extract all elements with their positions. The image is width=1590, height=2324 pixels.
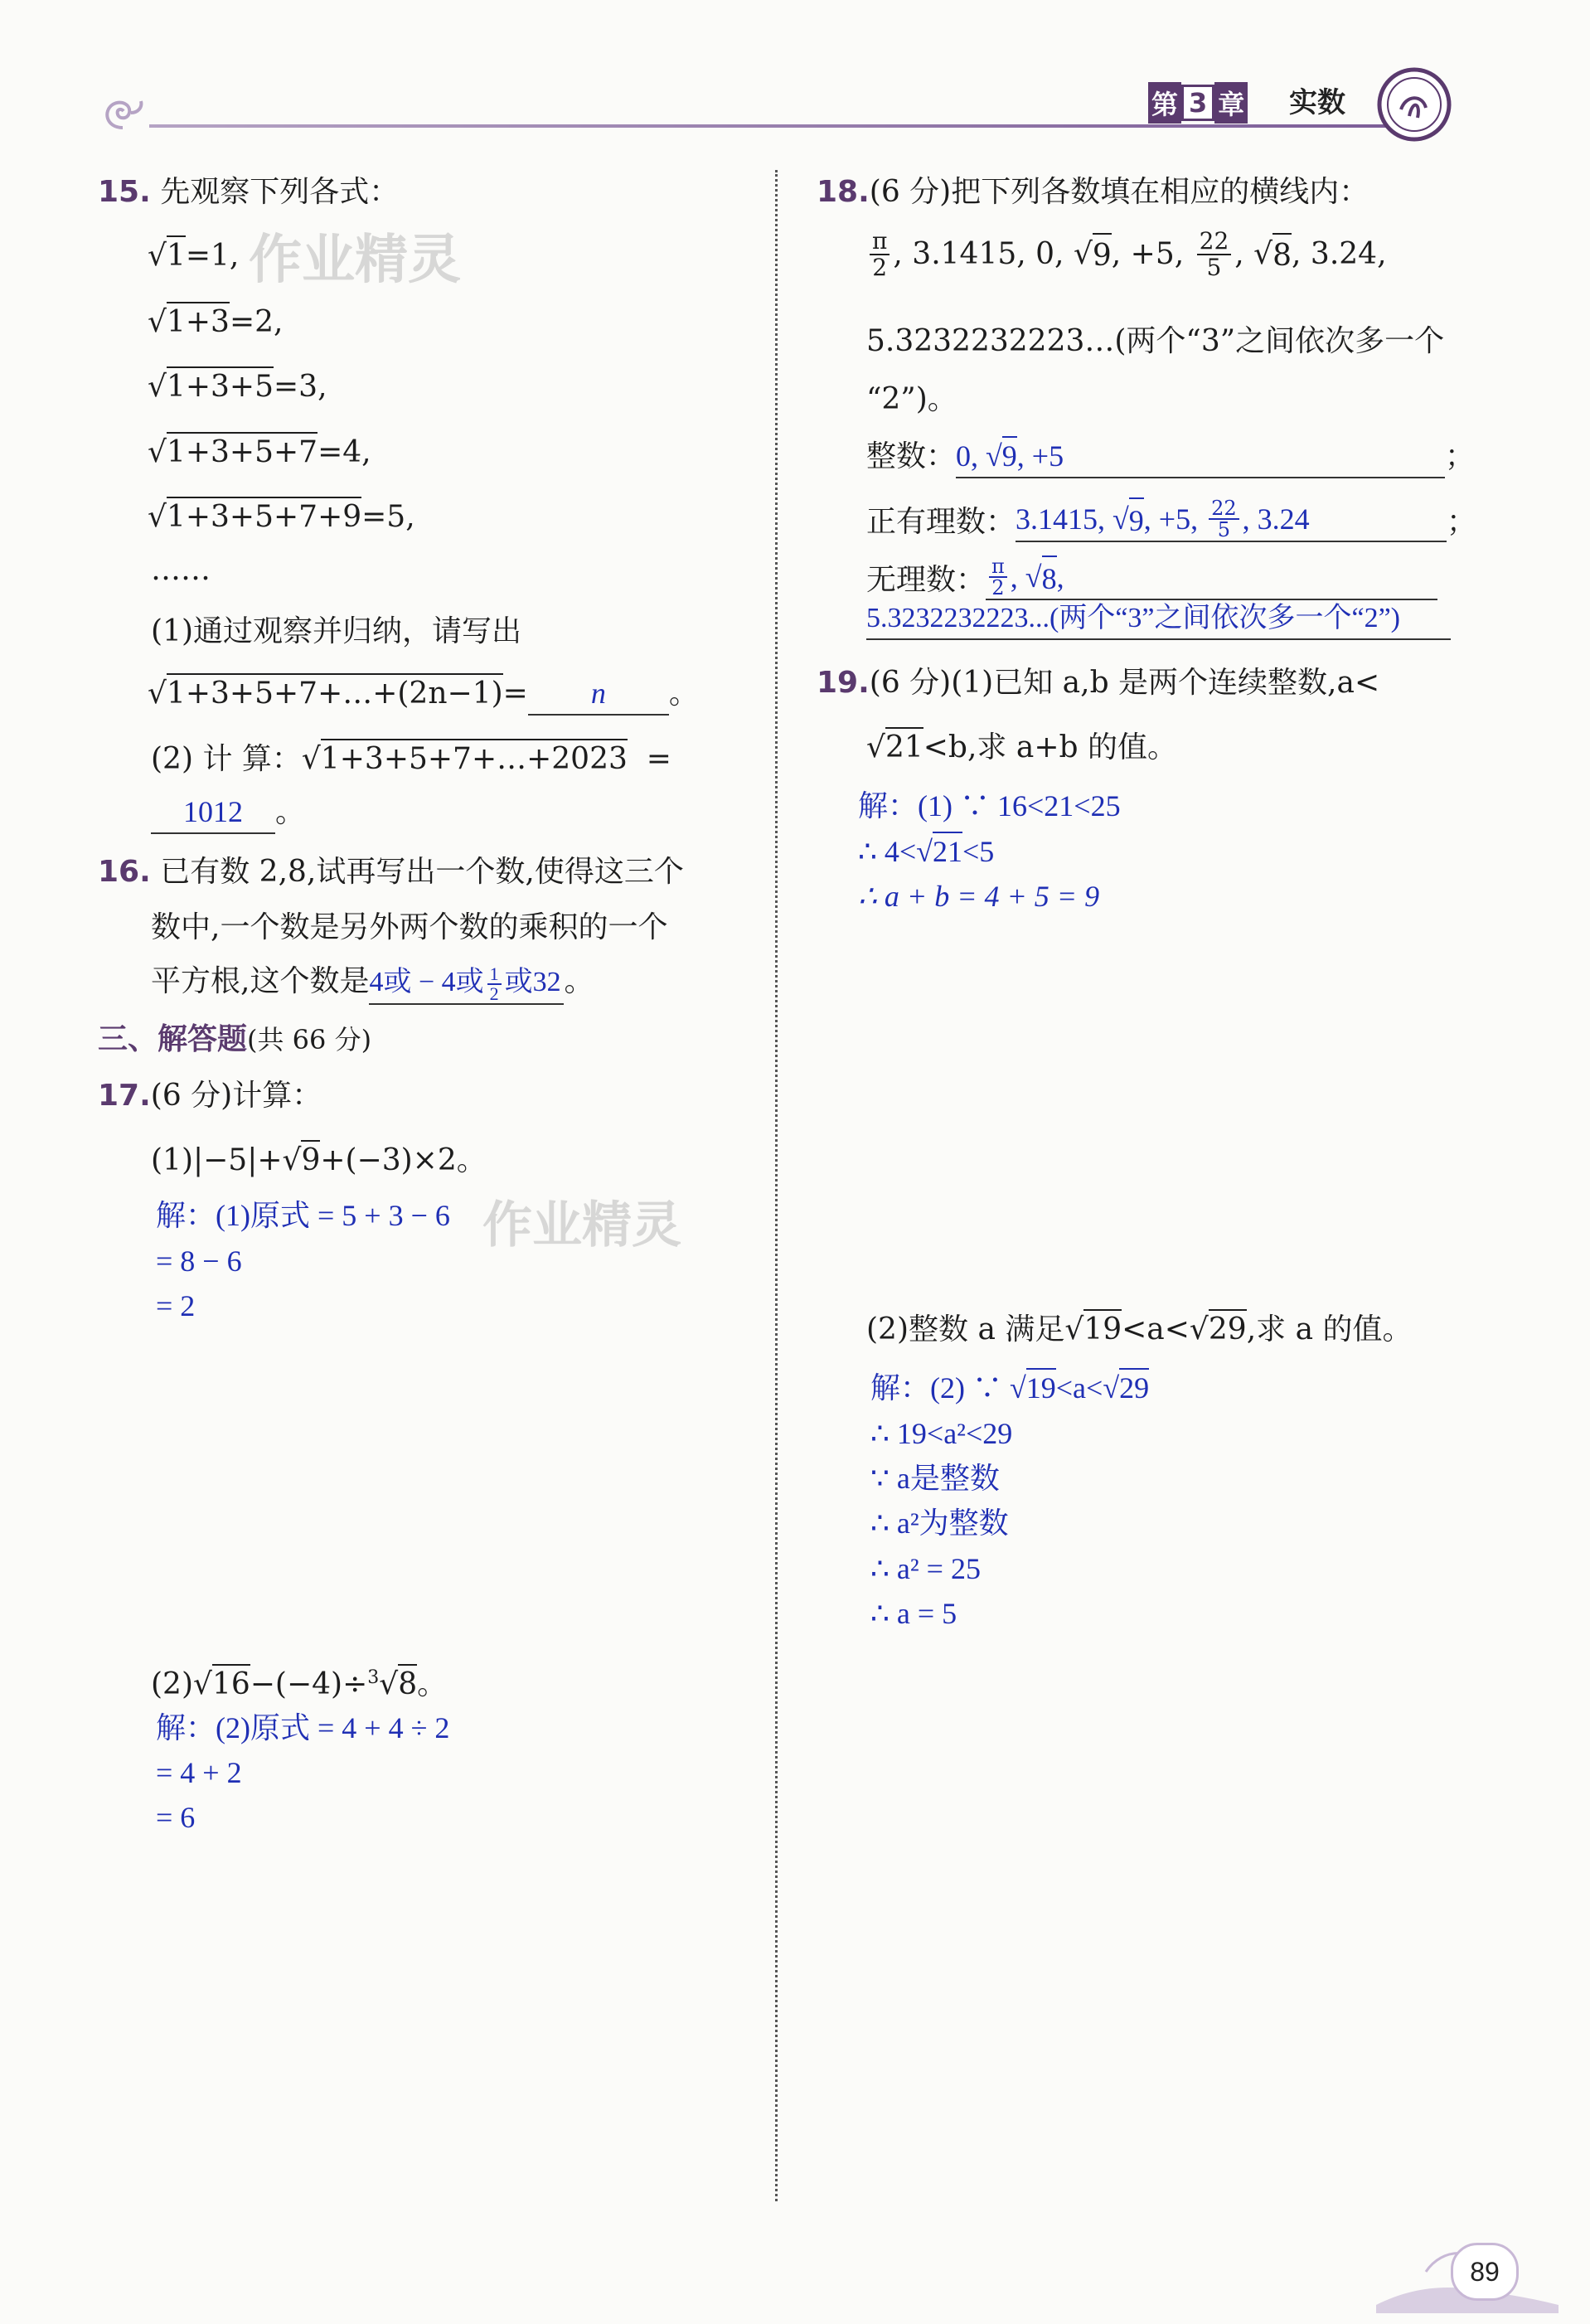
- ans-b: , +5,: [1143, 502, 1206, 536]
- p2-a: (2)整数 a 满足: [866, 1312, 1065, 1346]
- p2-a: (2): [151, 1667, 193, 1701]
- header-rule: [149, 124, 1442, 128]
- radicand: 21: [933, 832, 962, 868]
- q18-irrational-blank-2: [866, 599, 1451, 640]
- list-b: , +5,: [1111, 237, 1194, 271]
- radicand: 1+3: [167, 302, 230, 339]
- radicand: 1+3+5: [167, 366, 274, 404]
- q17-solution-1-line-1: 解：(1)原式 = 5 + 3 − 6: [156, 1199, 450, 1232]
- line-rest: =2,: [229, 305, 284, 339]
- q19-solution-1-line-2: ∴ 4<√21<5: [858, 832, 994, 871]
- chapter-prefix: 第: [1148, 82, 1181, 124]
- q15-line-3: √1+3+5=3,: [148, 367, 327, 407]
- q18-integers-blank: [956, 436, 1445, 478]
- line-rest: =1,: [185, 239, 240, 273]
- radicand: 9: [1129, 497, 1144, 541]
- list-frac-pi-2: [870, 229, 890, 280]
- p2-mid: <a<: [1122, 1312, 1190, 1346]
- frac-num: π: [989, 556, 1007, 578]
- q17-solution-1-line-2: = 8 − 6: [156, 1244, 242, 1278]
- l1-a: 解：(2) ∵: [870, 1371, 1010, 1405]
- frac-num: 1: [487, 965, 502, 985]
- q16-answer: [369, 963, 561, 1005]
- frac-den: 5: [1217, 518, 1230, 541]
- frac-den: 2: [991, 576, 1005, 599]
- q19-solution-1-line-1: 解：(1) ∵ 16<21<25: [858, 789, 1121, 822]
- end: 。: [417, 1667, 448, 1701]
- radicand-1: 19: [1083, 1309, 1122, 1346]
- q18-list-line-3: “2”)。: [866, 382, 957, 416]
- part2-label: (2) 计 算：: [151, 742, 302, 776]
- q17-part1: (1)|−5|+√9+(−3)×2。: [151, 1141, 487, 1181]
- q18-stem-text: (6 分)把下列各数填在相应的横线内：: [869, 175, 1369, 209]
- root-index: 3: [367, 1667, 380, 1688]
- p1-rest: +(−3)×2。: [320, 1143, 487, 1177]
- answer-part-b: 或32: [504, 967, 561, 997]
- page-number: 89: [1470, 2256, 1500, 2287]
- page-number-badge: [1451, 2243, 1519, 2301]
- irr-label: 无理数：: [866, 563, 986, 597]
- header-swirl-icon: [98, 91, 148, 134]
- radicand: 9: [1093, 233, 1112, 276]
- q17-part2: (2)√16−(−4)÷$^3$√8。: [151, 1658, 447, 1705]
- q15-stem-text: 先观察下列各式：: [160, 175, 400, 209]
- q17-stem: [98, 1076, 322, 1116]
- chapter-suffix: 章: [1214, 82, 1248, 124]
- q15-stem: [98, 172, 399, 212]
- radicand: 16: [212, 1664, 250, 1701]
- q19-stem-2: √21<b,求 a+b 的值。: [866, 728, 1177, 768]
- radicand-2: 8: [398, 1664, 417, 1701]
- q15-part1-text: (1)通过观察并归纳，请写出: [151, 614, 521, 648]
- list-c: ,: [1234, 237, 1254, 271]
- q17-solution-1-line-3: = 2: [156, 1289, 196, 1322]
- line-rest: =3,: [274, 370, 327, 404]
- q17-stem-text: (6 分)计算：: [150, 1079, 322, 1113]
- q17-solution-2-line-1: 解：(2)原式 = 4 + 4 ÷ 2: [156, 1711, 450, 1744]
- chapter-number: 3: [1181, 85, 1214, 121]
- section-note: (共 66 分): [247, 1024, 372, 1055]
- q15-part1-expr: √1+3+5+7+…+(2n−1)= n 。: [148, 673, 699, 716]
- q19-solution-2-line-6: ∴ a = 5: [870, 1597, 957, 1630]
- q15-number: 15.: [98, 175, 151, 209]
- radicand: 8: [1042, 556, 1057, 599]
- ans-a: 3.1415,: [1016, 502, 1113, 536]
- frac-den: 2: [872, 254, 888, 281]
- q16-number: 16.: [98, 855, 151, 889]
- ans-c: , 3.24: [1242, 502, 1310, 536]
- line-rest: =4,: [318, 435, 371, 469]
- l2-b: <5: [962, 835, 995, 868]
- q17-solution-2-line-2: = 4 + 2: [156, 1756, 242, 1789]
- frac-num: π: [870, 229, 890, 255]
- line-rest: =5,: [361, 500, 415, 534]
- frac-den: 5: [1206, 254, 1222, 281]
- q19-solution-2-line-3: ∵ a是整数: [870, 1462, 1000, 1495]
- frac-den: 2: [489, 983, 499, 1005]
- sqrt-sign: √: [1113, 502, 1129, 536]
- int-label: 整数：: [866, 439, 957, 473]
- list-a: , 3.1415, 0,: [893, 237, 1074, 271]
- q18-integers-row: [866, 436, 1475, 478]
- q18-number: 18.: [817, 175, 870, 209]
- radicand: 9: [1002, 436, 1017, 473]
- q15-line-4: √1+3+5+7=4,: [148, 433, 371, 473]
- q15-answer-2: 1012: [183, 795, 243, 828]
- q19-number: 19.: [817, 666, 870, 700]
- end: 。: [668, 677, 699, 711]
- equals: =: [646, 742, 671, 776]
- q18-list-line-2: 5.3232232223…(两个“3”之间依次多一个: [866, 324, 1445, 358]
- q19-solution-2-line-4: ∴ a²为整数: [870, 1506, 1009, 1540]
- radicand: 1+3+5+7+9: [167, 497, 361, 534]
- radicand: 1+3+5+7: [167, 432, 318, 469]
- ans-a: ,: [1010, 560, 1025, 594]
- q19-solution-2-line-2: ∴ 19<a²<29: [870, 1417, 1013, 1450]
- q16-line-1: [98, 852, 684, 892]
- q16-text-3: 平方根,这个数是: [151, 964, 370, 998]
- end: 。: [275, 795, 306, 829]
- radicand: 1+3+5+7+…+(2n−1): [167, 673, 503, 711]
- l1-mid: <a<: [1055, 1371, 1103, 1405]
- q19-solution-2-line-5: ∴ a² = 25: [870, 1552, 981, 1585]
- radicand: 9: [301, 1140, 320, 1177]
- q18-irrational-blank: [986, 556, 1437, 600]
- q16-line-3: [151, 962, 594, 1005]
- q15-line-2: √1+3=2,: [148, 303, 283, 342]
- q19-part2: (2)整数 a 满足√19<a<√29,求 a 的值。: [866, 1310, 1412, 1350]
- pos-frac: [1209, 498, 1239, 540]
- column-divider: [775, 170, 778, 2201]
- q15-dots: ……: [151, 553, 211, 587]
- p1-a: (1)|−5|+: [151, 1143, 283, 1177]
- frac-num: 22: [1197, 229, 1232, 255]
- q15-line-1: √1=1,: [148, 236, 239, 276]
- q18-irrational-line-2: [866, 599, 1451, 640]
- q19-stem-text: (6 分)(1)已知 a,b 是两个连续整数,a<: [869, 666, 1380, 700]
- radicand-1: 19: [1026, 1368, 1056, 1405]
- q18-number-list: $\frac{\pi}{2}$ , 3.1415, 0, √ 9 , +5, $\frac{22}{5}$ , √ 8 , 3.24,: [866, 226, 1387, 284]
- list-d: , 3.24,: [1292, 237, 1387, 271]
- section-title: 三、解答题: [98, 1022, 248, 1056]
- q18-stem: [817, 172, 1369, 212]
- radicand: 1: [167, 235, 186, 273]
- radicand: 8: [1272, 233, 1292, 276]
- end: 。: [564, 964, 594, 998]
- q16-answer-blank: [369, 962, 564, 1005]
- pos-label: 正有理数：: [866, 505, 1016, 539]
- q16-text-1: 已有数 2,8,试再写出一个数,使得这三个: [160, 855, 684, 889]
- end: ,求 a 的值。: [1246, 1312, 1413, 1346]
- q18-irrational-row: [866, 547, 1437, 600]
- q15-answer-2-blank: [151, 792, 275, 834]
- stem2-rest: <b,求 a+b 的值。: [923, 730, 1177, 764]
- watermark-1: 作业精灵: [249, 230, 461, 291]
- ans-b: ,: [1056, 560, 1064, 594]
- logo-seal-icon: [1376, 66, 1452, 143]
- q17-solution-2-line-3: = 6: [156, 1801, 196, 1834]
- q18-integers-answer: 0, √9, +5: [956, 436, 1064, 473]
- irr-frac: [989, 556, 1007, 598]
- q18-positive-rational-blank: [1016, 497, 1447, 542]
- q18-irrational-answer-2: 5.3232232223...(两个“3”之间依次多一个“2”): [866, 603, 1401, 633]
- radicand-2: 29: [1119, 1368, 1149, 1405]
- ans-a: 0,: [956, 439, 986, 473]
- l2-a: ∴ 4<: [858, 835, 917, 868]
- equals: =: [502, 677, 528, 711]
- radicand-2: 29: [1209, 1309, 1247, 1346]
- q17-number: 17.: [98, 1079, 151, 1113]
- ans-b: , +5: [1016, 439, 1064, 473]
- q15-answer-1: n: [590, 677, 606, 710]
- radicand: 1+3+5+7+…+2023: [321, 739, 628, 776]
- q19-solution-1-line-3: ∴ a + b = 4 + 5 = 9: [858, 880, 1100, 913]
- answer-part-a: 4或 − 4或: [369, 967, 484, 997]
- end: ；: [1447, 505, 1477, 539]
- chapter-badge: [1148, 85, 1248, 121]
- q15-answer-1-blank: [528, 673, 669, 716]
- q15-line-5: √1+3+5+7+9=5,: [148, 497, 415, 537]
- q19-stem: [817, 663, 1379, 703]
- section-3-heading: [98, 1020, 371, 1060]
- q16-line-2: 数中,一个数是另外两个数的乘积的一个: [151, 910, 668, 944]
- list-frac-22-5: [1197, 229, 1232, 280]
- frac-num: 22: [1209, 498, 1239, 520]
- end: ；: [1445, 439, 1476, 473]
- answer-fraction: [487, 965, 502, 1003]
- q19-solution-2-line-1: 解：(2) ∵ √19<a<√29: [870, 1368, 1149, 1408]
- p2-mid: −(−4)÷: [250, 1667, 368, 1701]
- chapter-title: 实数: [1289, 86, 1345, 119]
- q15-part2-answer-row: [151, 792, 305, 834]
- radicand: 21: [885, 727, 923, 764]
- q15-part2-expr: (2) 计 算：√1+3+5+7+…+2023 =: [151, 740, 671, 779]
- watermark-2: 作业精灵: [482, 1196, 681, 1254]
- sqrt-sign: √: [1025, 560, 1042, 594]
- q18-positive-rational-row: [866, 489, 1476, 542]
